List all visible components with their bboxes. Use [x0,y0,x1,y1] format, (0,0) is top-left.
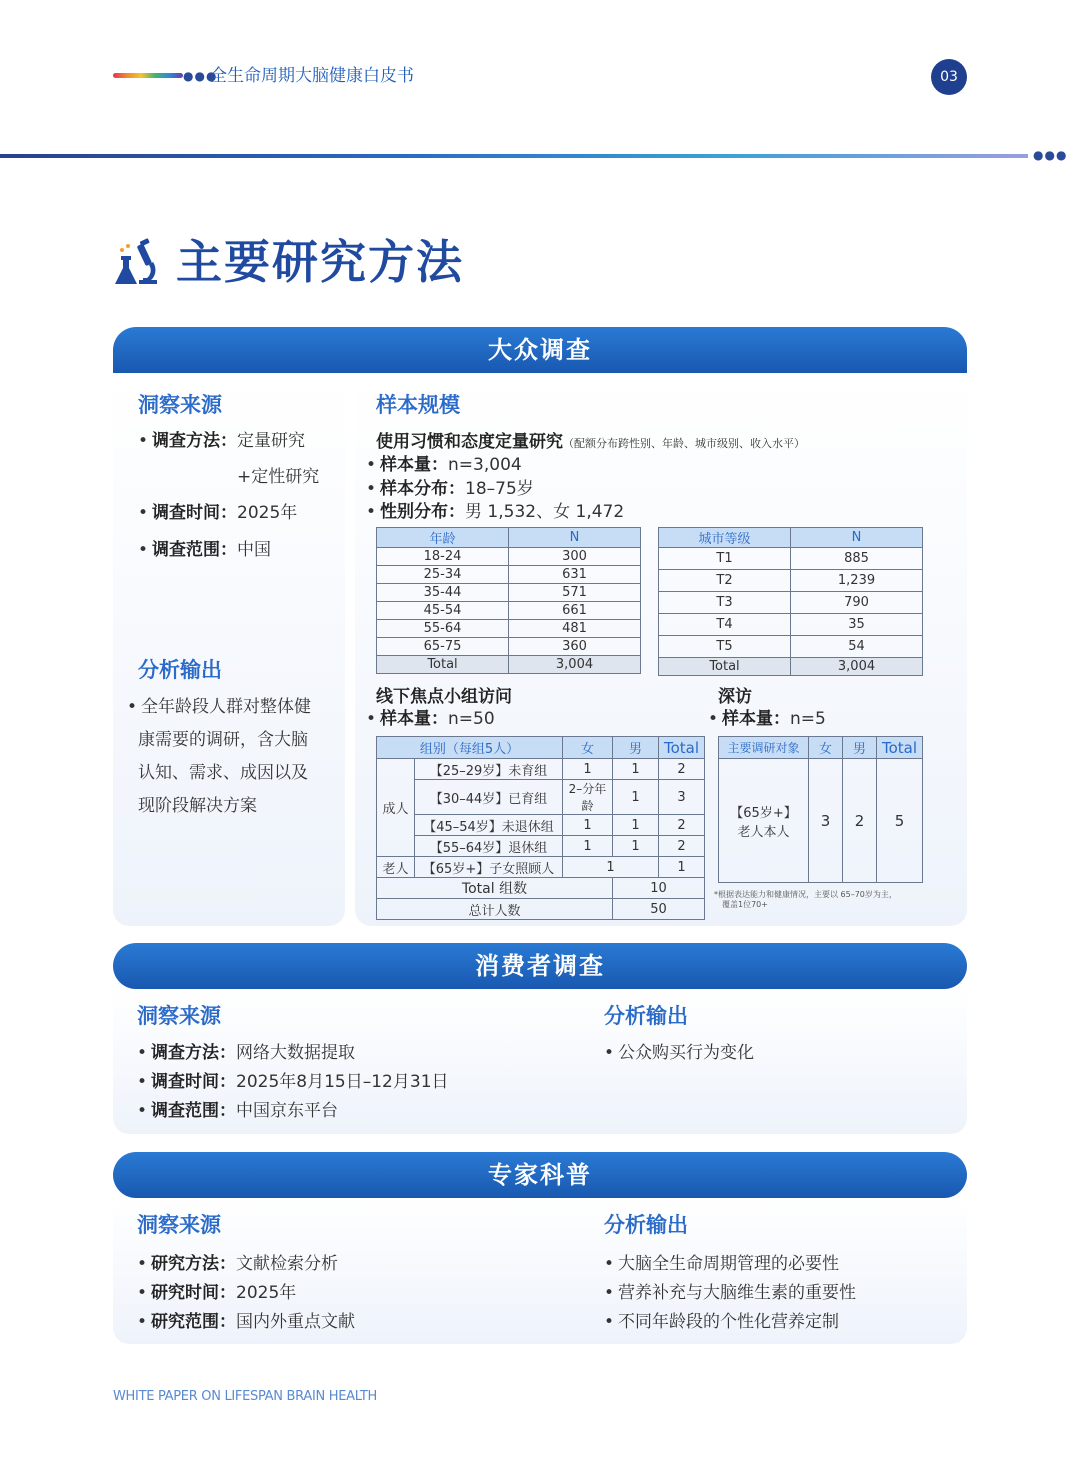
focus-group-title [376,685,512,709]
value: 国内外重点文献 [236,1312,356,1332]
group-cell: 【30–44岁】已育组 [415,780,563,815]
label: 调查时间： [152,503,238,523]
header-title: 全生命周期大脑健康白皮书 [210,66,414,86]
analysis-line-3: 认知、需求、成因以及 [138,763,308,783]
survey-method [138,429,305,453]
total-header: Total [877,737,923,759]
n-cell: 790 [791,592,923,614]
table-row [659,636,923,658]
age-cell: 45-54 [377,602,509,620]
value: n=5 [790,709,826,729]
total-groups-label: Total 组数 [377,878,613,899]
subject-header: 主要调研对象 [719,737,809,759]
age-header: 年龄 [377,528,509,548]
analysis-output-heading: 分析输出 [138,658,222,682]
expert-time [137,1281,296,1305]
total-groups-row [377,878,705,899]
table-row [377,638,641,656]
group-cell: 【65岁+】子女照顾人 [415,857,563,878]
city-header: 城市等级 [659,528,791,548]
label: 研究方法： [151,1254,237,1274]
header-color-bar [113,73,183,78]
label: 性别分布： [380,502,466,522]
consumer-output-line: • 公众购买行为变化 [604,1041,754,1065]
total-label: Total [659,658,791,676]
label: 调查方法： [151,1043,237,1063]
page-number: 03 [931,59,967,95]
total-row [377,656,641,674]
microscope-flask-icon [113,238,159,286]
depth-interview-note [714,890,929,910]
title-text: 线下焦点小组访问 [376,687,512,707]
total-cell: 1 [659,857,705,878]
female-cell: 3 [809,759,843,883]
consumer-scope [137,1099,338,1123]
table-row [377,857,705,878]
label: 样本量： [380,709,449,729]
male-cell: 1 [613,759,659,780]
total-cell: 2 [659,836,705,857]
total-label: Total [377,656,509,674]
male-cell: 1 [613,836,659,857]
subject-cell [719,759,809,883]
value: 中国 [237,540,272,560]
subject-line-2: 老人本人 [737,824,790,840]
elder-label: 老人 [377,857,415,878]
age-cell: 35-44 [377,584,509,602]
n-cell: 571 [509,584,641,602]
value: 2025年 [237,503,298,523]
table-row [377,620,641,638]
n-cell: 360 [509,638,641,656]
table-row [377,584,641,602]
public-survey-band: 大众调查 [113,327,967,373]
total-cell: 3 [659,780,705,815]
table-row [377,566,641,584]
total-cell: 2 [659,759,705,780]
n-cell: 1,239 [791,570,923,592]
table-row [377,548,641,566]
depth-interview-table [718,736,923,883]
analysis-line-4: 现阶段解决方案 [138,796,257,816]
title-text: 深访 [718,687,752,707]
consumer-output-heading: 分析输出 [604,1004,688,1028]
label: 研究范围： [151,1312,237,1332]
group-cell: 【55–64岁】退休组 [415,836,563,857]
depth-interview-size [708,707,826,731]
table-row [659,592,923,614]
n-cell: 631 [509,566,641,584]
tier-cell: T4 [659,614,791,636]
male-cell: 1 [613,815,659,836]
insight-source-heading: 洞察来源 [138,393,222,417]
value: 定量研究 [237,431,306,451]
tier-cell: T3 [659,592,791,614]
female-header: 女 [563,737,613,759]
group-cell: 【25–29岁】未育组 [415,759,563,780]
subject-line-1: 【65岁+】 [730,805,797,821]
table-row [377,815,705,836]
tier-cell: T2 [659,570,791,592]
table-row [659,548,923,570]
focus-group-size [366,707,495,731]
expert-output-heading: 分析输出 [604,1213,688,1237]
label: 样本分布： [380,479,466,499]
analysis-line-2: 康需要的调研，含大脑 [138,730,308,750]
group-cell: 【45–54岁】未退休组 [415,815,563,836]
tier-cell: T5 [659,636,791,658]
footer-text: WHITE PAPER ON LIFESPAN BRAIN HEALTH [113,1389,377,1404]
table-row [377,759,705,780]
table-row [659,614,923,636]
female-header: 女 [809,737,843,759]
value: 2025年 [236,1283,297,1303]
table-row [659,570,923,592]
total-people-label: 总计人数 [377,899,613,920]
city-tier-table [658,527,923,676]
age-cell: 65-75 [377,638,509,656]
table-row [719,759,923,883]
n-cell: 54 [791,636,923,658]
divider-dots: ●●● [1033,148,1068,162]
total-cell: 5 [877,759,923,883]
combined-cell: 1 [563,857,659,878]
table-row [377,602,641,620]
insight-panel [113,373,345,926]
male-cell: 2 [843,759,877,883]
value: 文献检索分析 [236,1254,339,1274]
total-header: Total [659,737,705,759]
expert-output-line-1: • 大脑全生命周期管理的必要性 [604,1252,839,1276]
total-value: 3,004 [509,656,641,674]
label: 研究时间： [151,1283,237,1303]
group-header: 组别（每组5人） [377,737,563,759]
value: 2025年8月15日–12月31日 [236,1072,449,1092]
total-cell: 2 [659,815,705,836]
n-cell: 661 [509,602,641,620]
n-cell: 35 [791,614,923,636]
study-note: （配额分布跨性别、年龄、城市级别、收入水平） [563,437,805,450]
value: 男 1,532、女 1,472 [465,502,625,522]
page-title: 主要研究方法 [176,235,464,289]
consumer-method [137,1041,355,1065]
total-people-row [377,899,705,920]
study-name: 使用习惯和态度定量研究 [376,432,563,452]
label: 调查范围： [152,540,238,560]
consumer-survey-band: 消费者调查 [113,943,967,989]
label: 调查时间： [151,1072,237,1092]
male-header: 男 [843,737,877,759]
analysis-line-1: • 全年龄段人群对整体健 [127,695,311,719]
label: 调查范围： [151,1101,237,1121]
survey-scope [138,538,271,562]
label: 调查方法： [152,431,238,451]
expert-insight-heading: 洞察来源 [137,1213,221,1237]
n-cell: 300 [509,548,641,566]
table-row [377,836,705,857]
expert-scope [137,1310,355,1334]
age-cell: 55-64 [377,620,509,638]
age-cell: 25-34 [377,566,509,584]
female-cell: 1 [563,815,613,836]
survey-method-2: +定性研究 [237,467,320,487]
age-cell: 18-24 [377,548,509,566]
n-header: N [509,528,641,548]
sample-heading: 样本规模 [376,393,460,417]
header-dots: ●●● [183,69,218,83]
label: 样本量： [380,455,449,475]
n-cell: 885 [791,548,923,570]
consumer-time [137,1070,449,1094]
gender-distribution [366,500,624,524]
value: 18–75岁 [465,479,534,499]
age-table [376,527,641,674]
total-value: 3,004 [791,658,923,676]
total-groups-value: 10 [613,878,705,899]
expert-science-band: 专家科普 [113,1152,967,1198]
female-cell: 1 [563,836,613,857]
expert-output-line-3: • 不同年龄段的个性化营养定制 [604,1310,839,1334]
expert-output-line-2: • 营养补充与大脑维生素的重要性 [604,1281,856,1305]
value: 中国京东平台 [236,1101,339,1121]
total-people-value: 50 [613,899,705,920]
value: n=50 [448,709,495,729]
n-cell: 481 [509,620,641,638]
consumer-insight-heading: 洞察来源 [137,1004,221,1028]
n-header: N [791,528,923,548]
value: 网络大数据提取 [236,1043,356,1063]
table-row [377,780,705,815]
sample-distribution [366,477,534,501]
survey-time [138,501,297,525]
header-divider [0,154,1028,158]
male-cell: 1 [613,780,659,815]
note-line-2: 覆盖1位70+ [722,900,768,909]
tier-cell: T1 [659,548,791,570]
expert-method [137,1252,338,1276]
note-line-1: *根据表达能力和健康情况，主要以 65–70岁为主， [714,890,897,899]
total-row [659,658,923,676]
female-cell: 2–分年龄 [563,780,613,815]
sample-size [366,453,522,477]
label: 样本量： [722,709,791,729]
focus-group-table [376,736,705,920]
male-header: 男 [613,737,659,759]
depth-interview-title [718,685,752,709]
value: n=3,004 [448,455,522,475]
female-cell: 1 [563,759,613,780]
adult-label: 成人 [377,759,415,857]
